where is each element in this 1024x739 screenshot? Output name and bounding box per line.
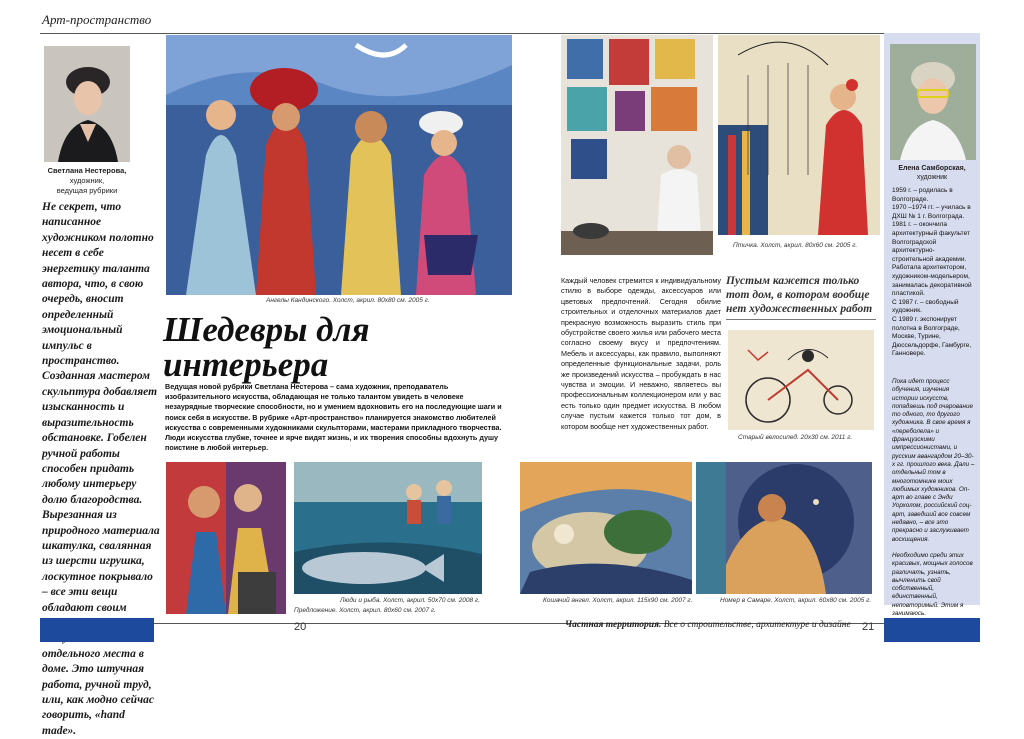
- magazine-tagline: Все о строительстве, архитектуре и дизайне: [663, 620, 851, 630]
- bio-fact: С 1987 г. – свободный художник.: [892, 298, 959, 315]
- photo-artist-studio: [561, 35, 713, 255]
- lead-text: Не секрет, что написанное художником полотно несет в себе энергетику таланта автора, что, в свою очередь, вносит определенный эмоциональный импульс в пространство. Созданная мастером скульптура добавляет изысканность и выразительность обстановке. Гобелен ручной работы способен придать любому интерьеру долю благородства. Вырезанная из природного материала шкатулка, свалянная из шерсти игрушка, лоскутное покрывало – все эти вещи обладают своим отдельного места в доме. Это штучная работа, ручной труд, или, как модно сейчас говорить, «hand made».: [42, 201, 160, 737]
- portrait-role-2: ведущая рубрики: [56, 186, 118, 195]
- painting-cat-angel: [520, 462, 692, 594]
- page-title-line2: интерьера: [163, 345, 329, 384]
- bio-facts: [892, 187, 976, 359]
- bio-fact: 1959 г. – родилась в Волгограде.: [892, 187, 953, 203]
- portrait-role: художник,: [69, 176, 105, 185]
- painting-people-fish: [294, 462, 482, 594]
- page-title: [163, 312, 503, 382]
- footer-accent-right: [884, 618, 980, 642]
- bio-fact: 1970 –1974 гг. – училась в ДХШ № 1 г. Волгограда.: [892, 204, 971, 220]
- caption-angels: Ангелы Кандинского. Холст, акрил. 80х80 см. 2005 г.: [266, 297, 430, 304]
- caption-offer: Предложение. Холст, акрил. 80х60 см. 2007 г.: [294, 607, 436, 614]
- footer-magazine: [565, 620, 855, 630]
- bio-fact: Работала архитектором, художником-модельером, занималась декоративной пластикой.: [892, 264, 972, 298]
- painting-bird: [718, 35, 880, 235]
- body-text: Каждый человек стремится к индивидуальному стилю в выборе одежды, аксессуаров или цветовых предпочтений. Сегодня обилие строительных и отделочных материалов дает прекрасную возможность выразить стиль при обустройстве своего жилья или рабочего места согласно своему вкусу и предпочтениям. Мебель и аксессуары, как правило, выполняют определенные функциональные задачи, роль же произведений искусства – пробуждать в нас чувства и эмоции. И неважно, являетесь вы профессиональным коллекционером или у вас есть только один предмет искусства. В любом случае пустым кажется только тот дом, в котором вообще нет художественных работ.: [561, 276, 721, 431]
- page-title-line1: Шедевры для: [163, 310, 370, 349]
- intro-text: Ведущая новой рубрики Светлана Нестерова – сама художник, преподаватель изобразительного искусства, обладающая не только талантом увидеть в человеке незаурядные творческие способности, но и умением вдохновить его на последующие шаги и поиск себя в искусстве. В рубрике «Арт-пространство» планируется знакомство любителей искусства с современными художниками скульпторами, мастерами прикладного творчества. Люди искусства глубже, точнее и ярче видят жизнь, и их творения способны вдохнуть душу поистине в любой интерьер.: [165, 382, 502, 453]
- caption-cat-angel: Кошачий ангел. Холст, акрил. 115х90 см. 2007 г.: [543, 597, 693, 604]
- page-number-left: 20: [294, 621, 307, 633]
- portrait-photo-nesterova: [44, 46, 130, 162]
- bio-role: художник: [916, 174, 948, 181]
- caption-samara: Номер в Самаре. Холст, акрил. 60х80 см. 2005 г.: [720, 597, 872, 604]
- portrait-caption-nesterova: [40, 166, 134, 196]
- bio-paragraph: Необходимо среди этих красивых, мощных голосов различать, узнать, вычленить свой собственный, единственный, неповторимый. Этим я занимаюсь.: [892, 551, 973, 618]
- rubric-title: Арт-пространство: [42, 12, 152, 27]
- portrait-photo-samborskaya: [890, 44, 976, 160]
- magazine-name: Частная территория.: [565, 620, 662, 630]
- caption-bird: Птичка. Холст, акрил. 80х60 см. 2005 г.: [733, 242, 858, 249]
- bio-paragraph: Пока идет процесс обучения, изучения истории искусств, попадаешь под очарование то одного, то другого художника. В свое время я «переболела» и французскими импрессионистами, и русским авангардом 20–30-х гг. прошлого века. Дали – отдельный том в многотомнике моих любимых художников. Оп-арт во главе с Энди Уорхолом, российский соц-арт, заведший все совсем недавно, – все это прекрасно и заслуживает восхищения.: [892, 378, 975, 543]
- page-number-right: 21: [862, 621, 875, 633]
- painting-offer: [166, 462, 286, 614]
- painting-angels: [166, 35, 512, 295]
- painting-old-bicycle: [728, 330, 874, 430]
- painting-samara: [696, 462, 872, 594]
- bio-fact: 1981 г. – окончила архитектурный факультет Волгоградской архитектурно-строительной академии.: [892, 221, 970, 263]
- bio-quote: [892, 378, 976, 626]
- pull-quote: Пустым кажется только тот дом, в котором вообще нет художественных работ: [726, 275, 873, 315]
- bio-fact: С 1989 г. экспонирует полотна в Волгограде, Москве, Турине, Дюссельдорфе, Гамбурге, Ганновере.: [892, 315, 972, 358]
- bio-portrait-caption: [884, 164, 980, 182]
- pull-quote-rule: [726, 319, 876, 320]
- footer-accent-left: [40, 618, 154, 642]
- caption-people-fish: Люди и рыба. Холст, акрил. 50х70 см. 2008 г.: [340, 597, 480, 604]
- bio-name: Елена Самборская,: [898, 165, 966, 172]
- header-rule: [40, 33, 980, 34]
- portrait-name: Светлана Нестерова,: [47, 166, 127, 175]
- caption-cyclist: Старый велосипед. 20х30 см. 2011 г.: [738, 434, 853, 441]
